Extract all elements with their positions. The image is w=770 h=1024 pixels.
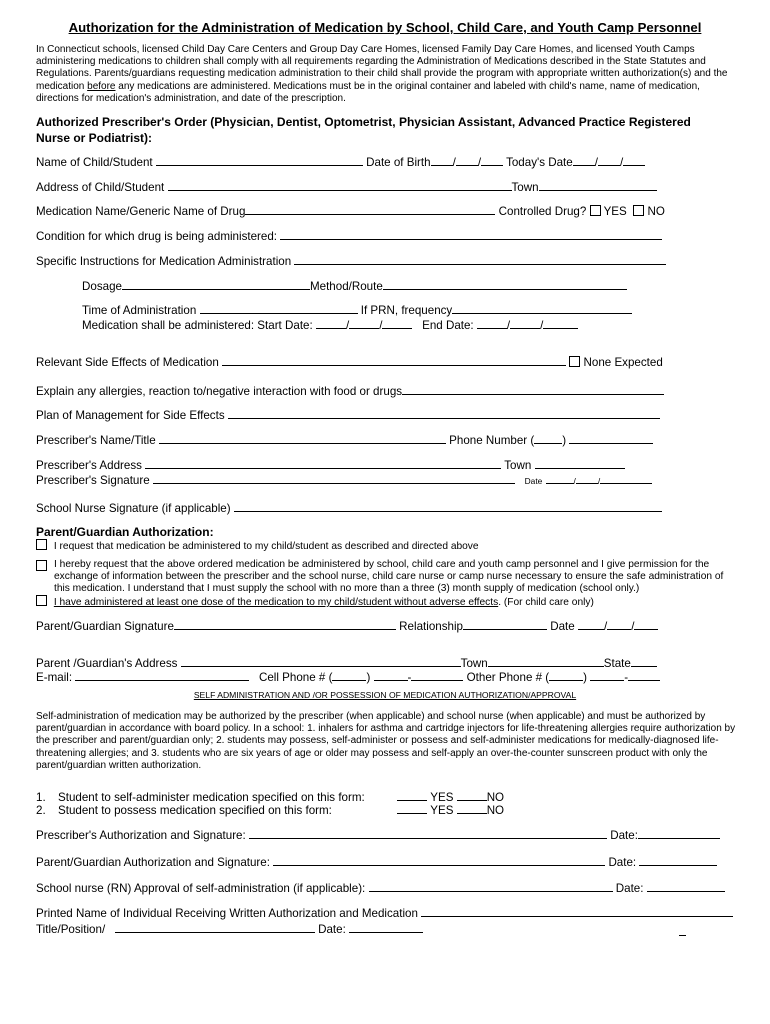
condition-row: [36, 229, 662, 243]
parent-authorization-header: Parent/Guardian Authorization:: [36, 525, 214, 539]
start-month-field[interactable]: [316, 318, 346, 329]
self-admin-paragraph: Self-administration of medication may be authorized by the prescriber (when applicable) and school nurse (when applicable) and must be authorized by parent/guardian in accordance with board policy. In a school: 1. inhalers for asthma and cartridge injectors for life-threatening allergies require authorization by the prescriber and parent/guardian only; 2. students may possess, self-administer or possess and self-administer medications for medically-diagnosed life-threatening allergies; and 3. students who are six years of age or older may possess and self-apply an over-the-counter sunscreen product with only the parent/guardian written authorization.: [36, 711, 736, 771]
prescriber-authorization-row: [36, 828, 720, 842]
title-position-row: [36, 922, 423, 936]
parent-date-label: Date: [550, 620, 575, 633]
method-label: Method/Route: [309, 280, 383, 293]
dob-month-field[interactable]: [431, 155, 453, 166]
prn-field[interactable]: [452, 303, 632, 314]
parent-date-day[interactable]: [607, 619, 631, 630]
name-field[interactable]: [156, 155, 363, 166]
name-row: Name of Child/Student Date of Birth / / Today's Date / /: [36, 155, 645, 169]
medication-row: [36, 204, 665, 218]
prescriber-address-row: [36, 458, 625, 472]
prescriber-date-year[interactable]: [600, 476, 652, 484]
email-label: E-mail:: [36, 671, 73, 684]
prescriber-town-field[interactable]: [535, 458, 625, 469]
plan-field[interactable]: [228, 408, 660, 419]
title-date-field[interactable]: [349, 922, 423, 933]
self-admin-item2-yes-field[interactable]: [397, 803, 427, 814]
controlled-drug-label: Controlled Drug?: [498, 205, 587, 218]
prescriber-name-label: Prescriber's Name/Title: [36, 434, 156, 447]
parent-check1-label: I request that medication be administered to my child/student as described and directed above: [53, 541, 479, 552]
nurse-approval-date-label: Date:: [615, 882, 644, 895]
self-admin-item1-label: Student to self-administer medication specified on this form:: [58, 791, 365, 804]
start-year-field[interactable]: [382, 318, 412, 329]
time-label: Time of Administration: [82, 304, 197, 317]
parent-signature-label: Parent/Guardian Signature: [36, 620, 174, 633]
printed-name-field[interactable]: [421, 906, 733, 917]
self-admin-caption: SELF ADMINISTRATION AND /OR POSSESSION OF MEDICATION AUTHORIZATION/APPROVAL: [193, 690, 577, 700]
intro-text-before: In Connecticut schools, licensed Child Day Care Centers and Group Day Care Homes, licensed Family Day Care Homes, and licensed Youth Camps administering medications to children shall comply with all requirements regarding the Administration of Medications described in the State Statutes and Regulations. Parents/guardians requesting medication administration to their child shall provide the program with appropriate written authorization(s) and the medication: [36, 44, 728, 92]
prescriber-authorization-date-label: Date:: [610, 829, 638, 842]
side-effects-label: Relevant Side Effects of Medication: [36, 356, 219, 369]
trailing-mark: [679, 935, 686, 936]
parent-check1-row: [36, 539, 479, 552]
prescriber-signature-label: Prescriber's Signature: [36, 474, 150, 487]
parent-state-field[interactable]: [631, 656, 657, 667]
parent-address-row: [36, 656, 657, 670]
dob-year-field[interactable]: [481, 155, 503, 166]
town-label: Town: [511, 181, 539, 194]
dates-row: Medication shall be administered: Start Date: / / End Date: / /: [82, 318, 578, 332]
end-date-label: End Date:: [422, 319, 474, 332]
instructions-label: Specific Instructions for Medication Administration: [36, 255, 292, 268]
controlled-no-label: NO: [647, 205, 665, 218]
self-admin-item1-yes-label: YES: [430, 791, 454, 804]
parent-authorization-date-label: Date:: [608, 856, 637, 869]
time-field[interactable]: [200, 303, 358, 314]
intro-text-underlined: before: [87, 80, 116, 92]
cell-number-field[interactable]: [411, 670, 463, 681]
prescriber-date-day[interactable]: [576, 476, 598, 484]
phone-label: Phone Number (: [449, 434, 535, 447]
side-effects-row: [36, 355, 663, 369]
parent-check2-row: [36, 559, 726, 596]
instructions-row: [36, 254, 666, 268]
nurse-approval-date-field[interactable]: [647, 881, 725, 892]
dosage-row: [82, 279, 627, 293]
start-date-label: Medication shall be administered: Start Date:: [82, 319, 313, 332]
self-admin-item1-no-label: NO: [486, 791, 505, 804]
parent-authorization-row: [36, 855, 717, 869]
start-day-field[interactable]: [349, 318, 379, 329]
parent-check3-note: . (For child care only): [498, 597, 594, 608]
email-field[interactable]: [75, 670, 249, 681]
parent-town-label: Town: [460, 657, 488, 670]
nurse-approval-field[interactable]: [369, 881, 613, 892]
today-year-field[interactable]: [623, 155, 645, 166]
printed-name-row: [36, 906, 733, 920]
nurse-signature-row: [36, 501, 662, 515]
none-expected-checkbox[interactable]: [569, 356, 580, 367]
instructions-field[interactable]: [294, 254, 666, 265]
prescriber-authorization-date-field[interactable]: [638, 828, 720, 839]
medication-name-field[interactable]: [245, 204, 495, 215]
prescriber-name-row: [36, 433, 653, 447]
self-admin-item1-number: 1.: [36, 791, 46, 804]
allergies-row: [36, 384, 664, 398]
medication-name-label: Medication Name/Generic Name of Drug: [36, 205, 246, 218]
time-row: [82, 303, 632, 317]
prescriber-date-month[interactable]: [546, 476, 574, 484]
controlled-yes-checkbox[interactable]: [590, 205, 601, 216]
prescriber-address-label: Prescriber's Address: [36, 459, 142, 472]
parent-authorization-label: Parent/Guardian Authorization and Signature:: [36, 856, 270, 869]
plan-row: [36, 408, 660, 422]
intro-paragraph: [36, 44, 734, 105]
title-date-label: Date:: [318, 923, 346, 936]
name-label: Name of Child/Student: [36, 156, 153, 169]
other-number-field[interactable]: [628, 670, 660, 681]
intro-text-after: any medications are administered. Medications must be in the original container and labeled with child's name, name of medication, directions for medication's administration, and date of the prescription.: [36, 80, 700, 104]
printed-name-label: Printed Name of Individual Receiving Written Authorization and Medication: [36, 907, 418, 920]
title-position-label: Title/Position/: [36, 923, 106, 936]
prescriber-address-field[interactable]: [145, 458, 501, 469]
other-phone-label: Other Phone # (: [466, 671, 550, 684]
today-month-field[interactable]: [573, 155, 595, 166]
condition-field[interactable]: [280, 229, 662, 240]
dosage-field[interactable]: [122, 279, 310, 290]
self-admin-item2: [36, 803, 504, 817]
prn-label: If PRN, frequency: [360, 304, 453, 317]
parent-date-month[interactable]: [578, 619, 604, 630]
prescriber-date-label: Date: [524, 476, 543, 486]
parent-signature-row: Parent/Guardian Signature Relationship Date / /: [36, 619, 658, 633]
parent-check3-row: [36, 595, 594, 608]
nurse-signature-field[interactable]: [234, 501, 662, 512]
end-day-field[interactable]: [510, 318, 540, 329]
form-title: Authorization for the Administration of Medication by School, Child Care, and Youth Camp Personnel: [68, 20, 702, 35]
nurse-signature-label: School Nurse Signature (if applicable): [36, 502, 231, 515]
other-prefix-field[interactable]: [590, 670, 624, 681]
self-admin-item2-yes-label: YES: [430, 804, 454, 817]
controlled-no-checkbox[interactable]: [633, 205, 644, 216]
self-admin-item1-no-field[interactable]: [457, 790, 487, 801]
parent-check2-label: I hereby request that the above ordered medication be administered by school, child care and youth camp personnel and I give permission for the exchange of information between the prescriber and the school nurse, child care nurse or camp nurse necessary to ensure the safe administration of this medication. I understand that I must supply the school with no more than a three (3) month supply of medication (school only.): [54, 559, 724, 595]
phone-number-field[interactable]: [569, 433, 653, 444]
side-effects-field[interactable]: [222, 355, 566, 366]
end-year-field[interactable]: [543, 318, 578, 329]
cell-area-field[interactable]: [332, 670, 366, 681]
prescriber-signature-field[interactable]: [153, 473, 515, 484]
address-field[interactable]: [168, 180, 512, 191]
prescriber-authorization-label: Prescriber's Authorization and Signature:: [36, 829, 246, 842]
self-admin-item2-no-field[interactable]: [457, 803, 487, 814]
relationship-label: Relationship: [399, 620, 463, 633]
plan-label: Plan of Management for Side Effects: [36, 409, 225, 422]
self-admin-item2-number: 2.: [36, 804, 46, 817]
parent-check3-checkbox[interactable]: [36, 595, 47, 606]
parent-authorization-field[interactable]: [273, 855, 605, 866]
parent-signature-field[interactable]: [174, 619, 396, 630]
parent-check3-label: I have administered at least one dose of the medication to my child/student without adverse effects: [53, 597, 499, 608]
prescriber-signature-row: Prescriber's Signature Date / /: [36, 473, 652, 487]
controlled-yes-label: YES: [603, 205, 627, 218]
parent-check2-checkbox[interactable]: [36, 560, 47, 571]
today-day-field[interactable]: [598, 155, 620, 166]
relationship-field[interactable]: [463, 619, 547, 630]
allergies-field[interactable]: [402, 384, 664, 395]
self-admin-item1-yes-field[interactable]: [397, 790, 427, 801]
phone-close-paren: ): [562, 434, 567, 447]
other-area-field[interactable]: [549, 670, 583, 681]
phone-area-field[interactable]: [534, 433, 562, 444]
self-admin-item2-label: Student to possess medication specified on this form:: [58, 804, 332, 817]
parent-authorization-date-field[interactable]: [639, 855, 717, 866]
prescriber-order-header: Authorized Prescriber's Order (Physician, Dentist, Optometrist, Physician Assistant, Advanced Practice Registered Nurse or Podiatrist):: [36, 115, 691, 145]
method-field[interactable]: [383, 279, 627, 290]
parent-address-field[interactable]: [181, 656, 461, 667]
dob-label: Date of Birth: [366, 156, 431, 169]
parent-address-label: Parent /Guardian's Address: [36, 657, 178, 670]
parent-town-field[interactable]: [488, 656, 604, 667]
dosage-label: Dosage: [82, 280, 122, 293]
today-label: Today's Date: [506, 156, 573, 169]
self-admin-item2-no-label: NO: [486, 804, 505, 817]
parent-contact-row: E-mail: Cell Phone # ( ) - Other Phone # ( ) -: [36, 670, 660, 684]
none-expected-label: None Expected: [583, 356, 663, 369]
prescriber-name-field[interactable]: [159, 433, 446, 444]
nurse-approval-label: School nurse (RN) Approval of self-administration (if applicable):: [36, 882, 366, 895]
nurse-approval-row: [36, 881, 725, 895]
condition-label: Condition for which drug is being administered:: [36, 230, 278, 243]
parent-date-year[interactable]: [634, 619, 658, 630]
address-label: Address of Child/Student: [36, 181, 165, 194]
town-field[interactable]: [539, 180, 657, 191]
self-admin-item1: [36, 790, 504, 804]
address-row: [36, 180, 657, 194]
allergies-label: Explain any allergies, reaction to/negative interaction with food or drugs: [36, 385, 403, 398]
parent-state-label: State: [603, 657, 631, 670]
cell-phone-label: Cell Phone # (: [258, 671, 333, 684]
end-month-field[interactable]: [477, 318, 507, 329]
title-position-field[interactable]: [115, 922, 315, 933]
prescriber-authorization-field[interactable]: [249, 828, 607, 839]
dob-day-field[interactable]: [456, 155, 478, 166]
parent-check1-checkbox[interactable]: [36, 539, 47, 550]
cell-prefix-field[interactable]: [374, 670, 408, 681]
prescriber-town-label: Town: [504, 459, 532, 472]
